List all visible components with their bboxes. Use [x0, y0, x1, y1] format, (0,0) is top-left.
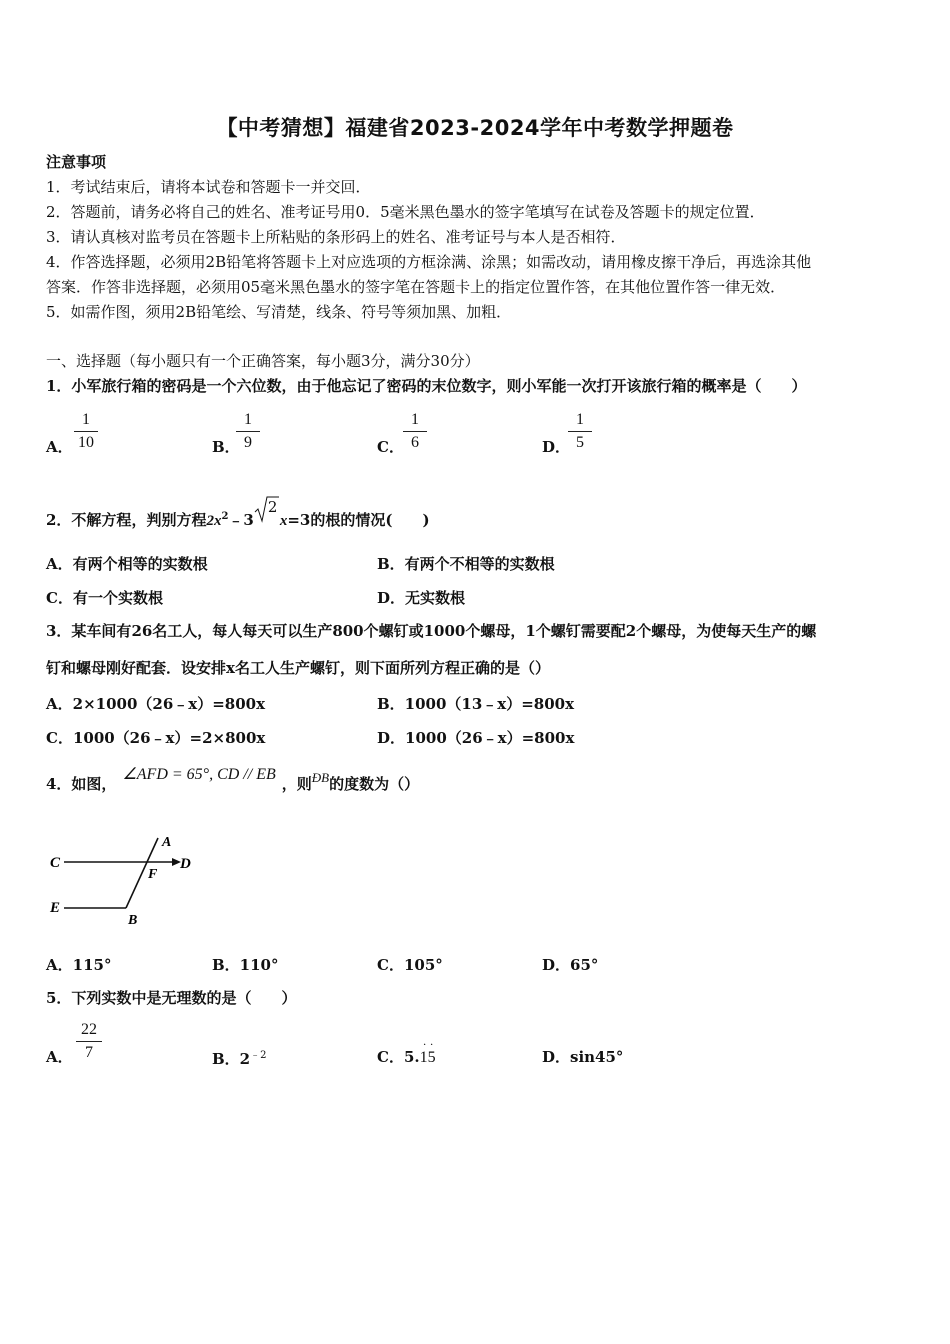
question-2-text: 2．不解方程，判别方程$2x^2﹣3$ 2 x=3的根的情况( ): [46, 507, 430, 531]
q4-option-c: C．105°: [377, 956, 443, 974]
q5-option-a-fraction: 22 7: [76, 1020, 102, 1063]
q3-option-d: D．1000（26﹣x）=800x: [377, 729, 575, 747]
q4-option-d: D．65°: [542, 956, 599, 974]
q5-option-b: B．$2^{﹣2}$: [212, 1050, 267, 1068]
q5-option-d: D．sin45°: [542, 1048, 624, 1066]
q5-option-c: C．5. · · 15: [377, 1037, 436, 1066]
q2-option-c: C．有一个实数根: [46, 589, 163, 607]
question-3-line2: 钉和螺母刚好配套．设安排x名工人生产螺钉，则下面所列方程正确的是（）: [46, 659, 550, 677]
sqrt-symbol: 2: [254, 507, 280, 527]
q5-option-a-label: A．: [46, 1048, 73, 1066]
q1-option-a-label: A．: [46, 438, 73, 456]
question-4-text: 4．如图，∠AFD = 65°, CD // EB，则ÐB的度数为（）: [46, 766, 420, 793]
notice-item: 2．答题前，请务必将自己的姓名、准考证号用0．5毫米黑色墨水的签字笔填写在试卷及答题卡的规定位置．: [46, 203, 765, 221]
notice-item: 1．考试结束后，请将本试卷和答题卡一并交回．: [46, 178, 371, 196]
label-e: E: [50, 900, 61, 916]
label-d: D: [180, 856, 191, 872]
section-heading: 一、选择题（每小题只有一个正确答案，每小题3分，满分30分）: [46, 352, 480, 370]
q3-option-c: C．1000（26﹣x）=2×800x: [46, 729, 266, 747]
question-5-text: 5．下列实数中是无理数的是（ ）: [46, 989, 297, 1007]
q3-option-b: B．1000（13﹣x）=800x: [377, 695, 575, 713]
q2-option-d: D．无实数根: [377, 589, 466, 607]
q1-option-b-fraction: 1 9: [236, 410, 260, 453]
repeating-decimal: · · 15: [419, 1037, 436, 1066]
q1-option-c-fraction: 1 6: [403, 410, 427, 453]
q4-option-a: A．115°: [46, 956, 112, 974]
q1-option-a-fraction: 1 10: [74, 410, 98, 453]
notice-item: 答案．作答非选择题，必须用05毫米黑色墨水的签字笔在答题卡上的指定位置作答，在其他位置作答一律无效．: [46, 278, 786, 296]
label-c: C: [50, 855, 61, 871]
q2-option-b: B．有两个不相等的实数根: [377, 555, 555, 573]
q1-option-b-label: B．: [212, 438, 240, 456]
notice-heading: 注意事项: [46, 153, 107, 171]
page-title: 【中考猜想】福建省2023-2024学年中考数学押题卷: [216, 116, 734, 140]
q1-option-c-label: C．: [377, 438, 404, 456]
q4-geometry-figure: [44, 828, 204, 928]
q3-option-a: A．2×1000（26﹣x）=800x: [46, 695, 266, 713]
q1-option-d-fraction: 1 5: [568, 410, 592, 453]
q4-math-angle: ÐB: [311, 770, 330, 785]
label-f: F: [148, 867, 158, 882]
notice-item: 5．如需作图，须用2B铅笔绘、写清楚，线条、符号等须加黑、加粗．: [46, 303, 512, 321]
repeat-dot-icon: · ·: [422, 1037, 434, 1051]
q4-option-b: B．110°: [212, 956, 279, 974]
label-b: B: [128, 913, 138, 928]
label-a: A: [162, 835, 172, 850]
notice-item: 4．作答选择题，必须用2B铅笔将答题卡上对应选项的方框涂满、涂黑；如需改动，请用橡皮擦干净后，再选涂其他: [46, 253, 812, 271]
notice-item: 3．请认真核对监考员在答题卡上所粘贴的条形码上的姓名、准考证号与本人是否相符．: [46, 228, 626, 246]
q1-option-d-label: D．: [542, 438, 571, 456]
q2-option-a: A．有两个相等的实数根: [46, 555, 208, 573]
question-3-line1: 3．某车间有26名工人，每人每天可以生产800个螺钉或1000个螺母，1个螺钉需要配2个螺母，为使每天生产的螺: [46, 622, 817, 640]
q4-math-condition: ∠AFD = 65°, CD // EB: [122, 766, 276, 783]
question-1-text: 1．小军旅行箱的密码是一个六位数，由于他忘记了密码的末位数字，则小军能一次打开该旅行箱的概率是（ ）: [46, 377, 807, 395]
